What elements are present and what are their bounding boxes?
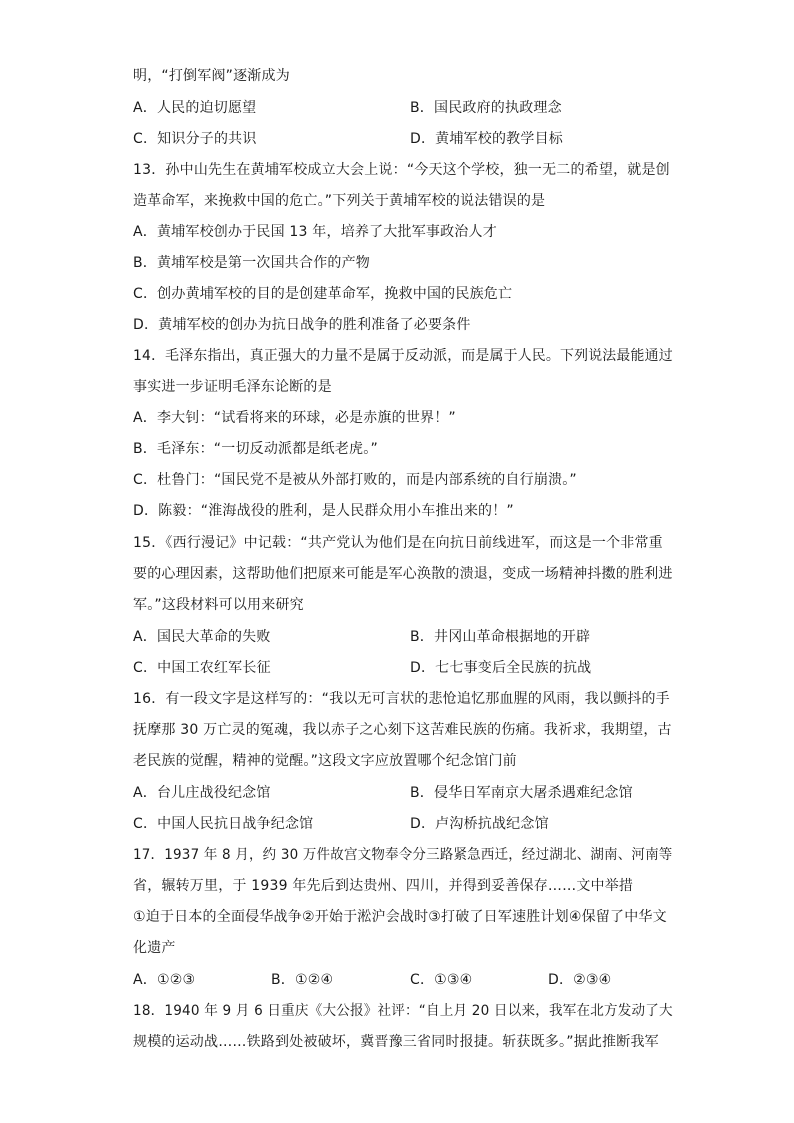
q12-option-b: B．国民政府的执政理念 [410,100,562,116]
q16-stem-line-1: 16．有一段文字是这样写的：“我以无可言状的悲怆追忆那血腥的风雨，我以颤抖的手 [133,691,670,707]
q15-option-d: D．七七事变后全民族的抗战 [410,660,592,676]
q13-option-c: C．创办黄埔军校的目的是创建革命军，挽救中国的民族危亡 [133,286,513,302]
q12-option-d: D．黄埔军校的教学目标 [410,131,563,147]
q12-option-a: A．人民的迫切愿望 [133,100,257,116]
q15-stem-line-1: 15．《西行漫记》中记载：“共产党认为他们是在向抗日前线进军，而这是一个非常重 [133,535,663,551]
q14-option-d: D．陈毅：“淮海战役的胜利，是人民群众用小车推出来的！” [133,503,514,519]
q13-option-a: A．黄埔军校创办于民国 13 年，培养了大批军事政治人才 [133,224,497,240]
q15-stem-line-3: 军。”这段材料可以用来研究 [133,597,304,613]
q15-option-b: B．井冈山革命根据地的开辟 [410,629,591,645]
q16-stem-line-3: 老民族的觉醒，精神的觉醒。”这段文字应放置哪个纪念馆门前 [133,753,517,769]
q14-stem-line-2: 事实进一步证明毛泽东论断的是 [133,379,332,395]
q12-option-c: C．知识分子的共识 [133,131,257,147]
q17-stem-line-4: 化遗产 [133,940,176,956]
q15-option-c: C．中国工农红军长征 [133,660,271,676]
q14-stem-line-1: 14．毛泽东指出，真正强大的力量不是属于反动派，而是属于人民。下列说法最能通过 [133,348,673,364]
q14-option-a: A．李大钊：“试看将来的环球，必是赤旗的世界！” [133,410,456,426]
q16-option-b: B．侵华日军南京大屠杀遇难纪念馆 [410,785,633,801]
q16-stem-line-2: 抚摩那 30 万亡灵的冤魂，我以赤子之心刻下这苦难民族的伤痛。我祈求，我期望，古 [133,722,672,738]
q17-stem-line-3: ①迫于日本的全面侵华战争②开始于淞沪会战时③打破了日军速胜计划④保留了中华文 [133,909,667,925]
q14-option-c: C．杜鲁门：“国民党不是被从外部打败的，而是内部系统的自行崩溃。” [133,472,577,488]
q17-stem-line-1: 17．1937 年 8 月，约 30 万件故宫文物奉令分三路紧急西迁，经过湖北、湖南、河南等 [133,847,673,863]
q18-stem-line-2: 规模的运动战……铁路到处被破坏，冀晋豫三省同时报捷。斩获既多。”据此推断我军 [133,1034,659,1050]
q17-option-d: D．②③④ [548,972,612,988]
q17-option-a: A．①②③ [133,972,196,988]
q12-stem-tail: 明，“打倒军阀”逐渐成为 [133,68,290,84]
q14-option-b: B．毛泽东：“一切反动派都是纸老虎。” [133,441,378,457]
q15-stem-line-2: 要的心理因素，这帮助他们把原来可能是军心涣散的溃退，变成一场精神抖擞的胜利进 [133,566,673,582]
q17-stem-line-2: 省，辗转万里，于 1939 年先后到达贵州、四川，并得到妥善保存……文中举措 [133,878,634,894]
q13-option-d: D．黄埔军校的创办为抗日战争的胜利准备了必要条件 [133,317,471,333]
q13-stem-line-1: 13．孙中山先生在黄埔军校成立大会上说：“今天这个学校，独一无二的希望，就是创 [133,162,670,178]
q17-option-b: B．①②④ [271,972,334,988]
q15-option-a: A．国民大革命的失败 [133,629,271,645]
q16-option-a: A．台儿庄战役纪念馆 [133,785,271,801]
q17-option-c: C．①③④ [410,972,473,988]
q18-stem-line-1: 18．1940 年 9 月 6 日重庆《大公报》社评：“自上月 20 日以来，我军在北方发动了大 [133,1003,673,1019]
q16-option-c: C．中国人民抗日战争纪念馆 [133,816,314,832]
q13-option-b: B．黄埔军校是第一次国共合作的产物 [133,255,371,271]
q13-stem-line-2: 造革命军，来挽救中国的危亡。”下列关于黄埔军校的说法错误的是 [133,193,546,209]
q16-option-d: D．卢沟桥抗战纪念馆 [410,816,549,832]
